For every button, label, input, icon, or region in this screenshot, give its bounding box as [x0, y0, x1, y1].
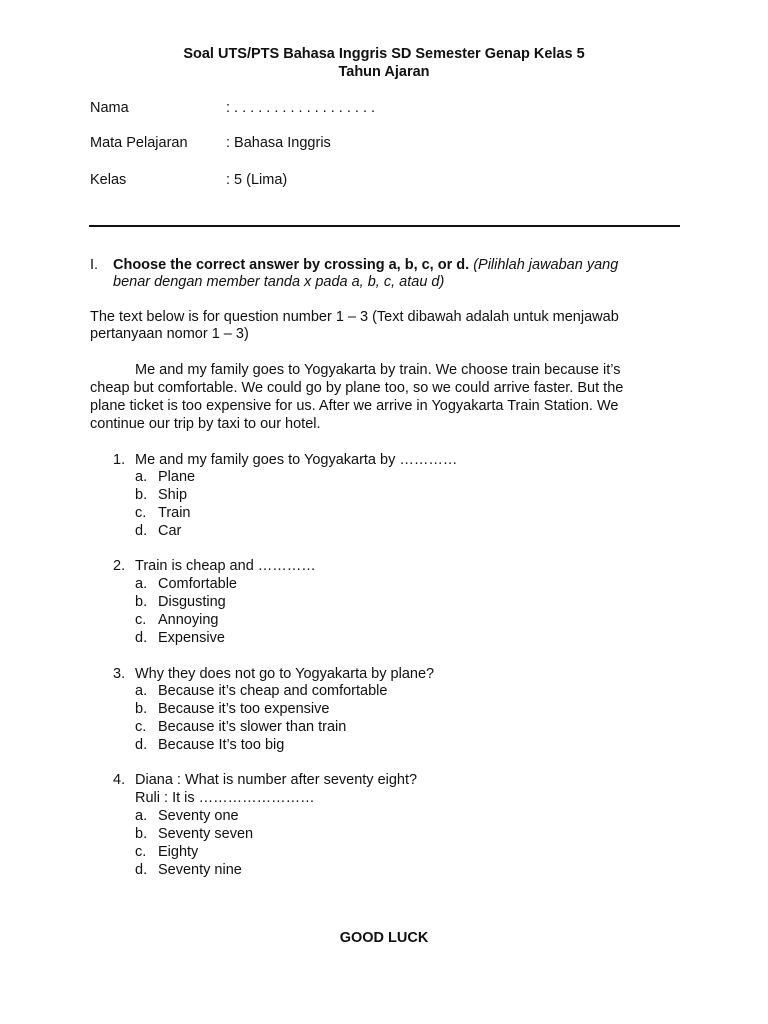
option-letter[interactable]: b.	[135, 701, 148, 717]
class-value: : 5 (Lima)	[226, 172, 288, 188]
option-text[interactable]: Train	[158, 505, 191, 521]
option-letter[interactable]: c.	[135, 505, 147, 521]
instruction-line-2: benar dengan member tanda x pada a, b, c, atau d)	[113, 274, 445, 290]
question-text: Diana : What is number after seventy eight?	[135, 772, 418, 788]
option-letter[interactable]: c.	[135, 612, 147, 628]
option-letter[interactable]: a.	[135, 469, 148, 485]
class-label: Kelas	[90, 172, 127, 188]
option-letter[interactable]: b.	[135, 826, 148, 842]
passage-line-3: plane ticket is too expensive for us. After we arrive in Yogyakarta Train Station. We	[90, 398, 619, 414]
option-text[interactable]: Car	[158, 523, 182, 539]
option-letter[interactable]: c.	[135, 719, 147, 735]
option-text[interactable]: Because It’s too big	[158, 737, 285, 753]
option-letter[interactable]: d.	[135, 523, 148, 539]
option-letter[interactable]: a.	[135, 683, 148, 699]
passage-line-4: continue our trip by taxi to our hotel.	[90, 416, 321, 432]
question-number: 1.	[113, 452, 126, 468]
option-text[interactable]: Because it’s cheap and comfortable	[158, 683, 388, 699]
name-label: Nama	[90, 100, 129, 116]
option-text[interactable]: Annoying	[158, 612, 219, 628]
option-letter[interactable]: d.	[135, 630, 148, 646]
option-text[interactable]: Seventy seven	[158, 826, 254, 842]
question-text: Train is cheap and …………	[135, 558, 316, 574]
option-text[interactable]: Because it’s too expensive	[158, 701, 330, 717]
option-text[interactable]: Eighty	[158, 844, 199, 860]
page-title: Soal UTS/PTS Bahasa Inggris SD Semester Genap Kelas 5	[183, 46, 585, 62]
option-text[interactable]: Comfortable	[158, 576, 237, 592]
option-text[interactable]: Disgusting	[158, 594, 226, 610]
question-number: 4.	[113, 772, 126, 788]
option-letter[interactable]: d.	[135, 737, 148, 753]
subject-label: Mata Pelajaran	[90, 135, 188, 151]
option-text[interactable]: Plane	[158, 469, 196, 485]
closing-text: GOOD LUCK	[339, 930, 429, 946]
option-text[interactable]: Seventy nine	[158, 862, 242, 878]
question-text-2: Ruli : It is ……………………	[135, 790, 315, 806]
question-number: 3.	[113, 666, 126, 682]
instruction-italic: (Pilihlah jawaban yang	[473, 257, 619, 273]
option-text[interactable]: Ship	[158, 487, 188, 503]
passage-line-1: Me and my family goes to Yogyakarta by train. We choose train because it’s	[135, 362, 621, 378]
option-letter[interactable]: c.	[135, 844, 147, 860]
option-letter[interactable]: a.	[135, 576, 148, 592]
option-letter[interactable]: d.	[135, 862, 148, 878]
question-number: 2.	[113, 558, 126, 574]
intro-line-2: pertanyaan nomor 1 – 3)	[90, 326, 249, 342]
passage-line-2: cheap but comfortable. We could go by plane too, so we could arrive faster. But the	[90, 380, 624, 396]
option-letter[interactable]: b.	[135, 487, 148, 503]
section-number: I.	[90, 257, 99, 273]
name-field[interactable]: : . . . . . . . . . . . . . . . . . .	[226, 100, 376, 116]
intro-line-1: The text below is for question number 1 – 3 (Text dibawah adalah untuk menjawab	[90, 309, 619, 325]
question-text: Why they does not go to Yogyakarta by plane?	[135, 666, 435, 682]
subject-value: : Bahasa Inggris	[226, 135, 331, 151]
option-letter[interactable]: b.	[135, 594, 148, 610]
option-text[interactable]: Expensive	[158, 630, 225, 646]
instruction-line-1	[113, 256, 618, 274]
option-text[interactable]: Seventy one	[158, 808, 239, 824]
divider	[89, 225, 680, 227]
question-text: Me and my family goes to Yogyakarta by …………	[135, 452, 458, 468]
instruction-bold: Choose the correct answer by crossing a, b, c, or d.	[113, 257, 470, 273]
option-text[interactable]: Because it’s slower than train	[158, 719, 347, 735]
option-letter[interactable]: a.	[135, 808, 148, 824]
page-subtitle: Tahun Ajaran	[338, 64, 430, 80]
